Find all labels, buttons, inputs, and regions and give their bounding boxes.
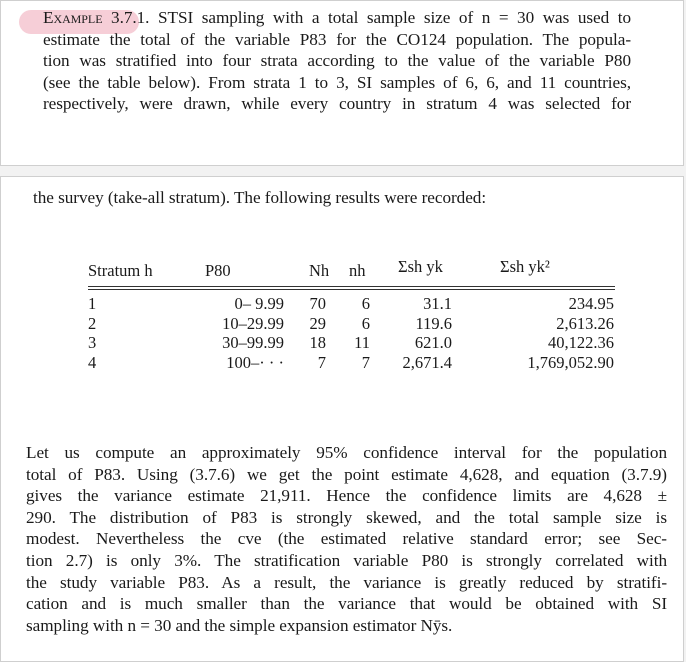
cell-stratum: 4 bbox=[88, 352, 97, 372]
table-row bbox=[88, 353, 615, 373]
cell-n: 11 bbox=[354, 333, 370, 352]
table-row bbox=[88, 314, 615, 334]
discussion-line-9: sampling with n = 30 and the simple expansion estimator Nȳs. bbox=[26, 615, 453, 635]
cell-n: 6 bbox=[361, 313, 370, 333]
cell-N: 70 bbox=[309, 294, 326, 313]
table-row bbox=[88, 294, 615, 314]
example-line-1: Example 3.7.1. STSI sampling with a total sample size of n = 30 was used to bbox=[43, 8, 631, 27]
cell-N: 7 bbox=[317, 352, 326, 372]
cell-p80: 30–99.99 bbox=[222, 333, 284, 352]
example-line-5: respectively, were drawn, while every country in stratum 4 was selected for bbox=[43, 94, 631, 114]
header-N: Nh bbox=[309, 261, 330, 280]
example-line-3: tion was stratified into four strata according to the value of the variable P80 bbox=[43, 51, 631, 71]
header-sum-y: Σsh yk bbox=[398, 257, 443, 276]
example-line-4: (see the table below). From strata 1 to 3, SI samples of 6, 6, and 11 countries, bbox=[43, 72, 631, 92]
cell-sum-y2: 40,122.36 bbox=[548, 333, 614, 352]
cell-n: 7 bbox=[361, 352, 370, 372]
discussion-line-2: total of P83. Using (3.7.6) we get the point estimate 4,628, and equation (3.7.9) bbox=[26, 464, 667, 484]
continuation-paragraph bbox=[33, 187, 581, 209]
example-line-2: estimate the total of the variable P83 for the CO124 population. The popula- bbox=[43, 29, 631, 49]
cell-n: 6 bbox=[361, 294, 370, 313]
table-row bbox=[88, 333, 615, 353]
discussion-line-5: modest. Nevertheless the cve (the estimated relative standard error; see Sec- bbox=[26, 529, 667, 549]
continuation-line: the survey (take-all stratum). The following results were recorded: bbox=[33, 188, 487, 207]
discussion-paragraph bbox=[26, 442, 667, 636]
cell-N: 18 bbox=[309, 333, 326, 352]
cell-p80: 100–· · · bbox=[226, 352, 284, 372]
cell-stratum: 3 bbox=[88, 333, 97, 352]
cell-sum-y: 621.0 bbox=[414, 333, 452, 352]
discussion-line-7: the study variable P83. As a result, the variance is greatly reduced by stratifi- bbox=[26, 572, 667, 592]
example-label: Example 3.7.1. bbox=[43, 8, 150, 27]
cell-sum-y2: 1,769,052.90 bbox=[527, 352, 614, 372]
cell-sum-y2: 2,613.26 bbox=[556, 313, 614, 333]
cell-sum-y: 119.6 bbox=[415, 313, 452, 333]
header-rule-bottom bbox=[88, 289, 615, 290]
cell-sum-y: 2,671.4 bbox=[402, 352, 452, 372]
header-sum-y2: Σsh yk² bbox=[500, 257, 550, 276]
cell-p80: 0– 9.99 bbox=[234, 294, 284, 313]
cell-sum-y2: 234.95 bbox=[568, 294, 614, 313]
table-header bbox=[88, 257, 615, 287]
header-n: nh bbox=[349, 261, 366, 280]
cell-stratum: 2 bbox=[88, 313, 97, 333]
header-rule-top bbox=[88, 286, 615, 287]
cell-N: 29 bbox=[309, 313, 326, 333]
discussion-line-8: cation and is much smaller than the variance that would be obtained with SI bbox=[26, 594, 667, 614]
discussion-line-4: 290. The distribution of P83 is strongly skewed, and the total sample size is bbox=[26, 507, 667, 527]
results-table bbox=[88, 257, 615, 372]
cell-sum-y: 31.1 bbox=[423, 294, 452, 313]
cell-stratum: 1 bbox=[88, 294, 97, 313]
header-p80: P80 bbox=[205, 261, 231, 280]
example-paragraph bbox=[43, 7, 631, 115]
table-body bbox=[88, 294, 615, 372]
text-block-bottom bbox=[0, 176, 684, 662]
discussion-line-6: tion 2.7) is only 3%. The stratification variable P80 is strongly correlated with bbox=[26, 550, 667, 570]
text-block-top bbox=[0, 0, 684, 166]
cell-p80: 10–29.99 bbox=[222, 313, 284, 333]
header-stratum: Stratum h bbox=[88, 261, 153, 280]
discussion-line-1: Let us compute an approximately 95% confidence interval for the population bbox=[26, 443, 667, 462]
discussion-line-3: gives the variance estimate 21,911. Hence the confidence limits are 4,628 ± bbox=[26, 486, 667, 506]
